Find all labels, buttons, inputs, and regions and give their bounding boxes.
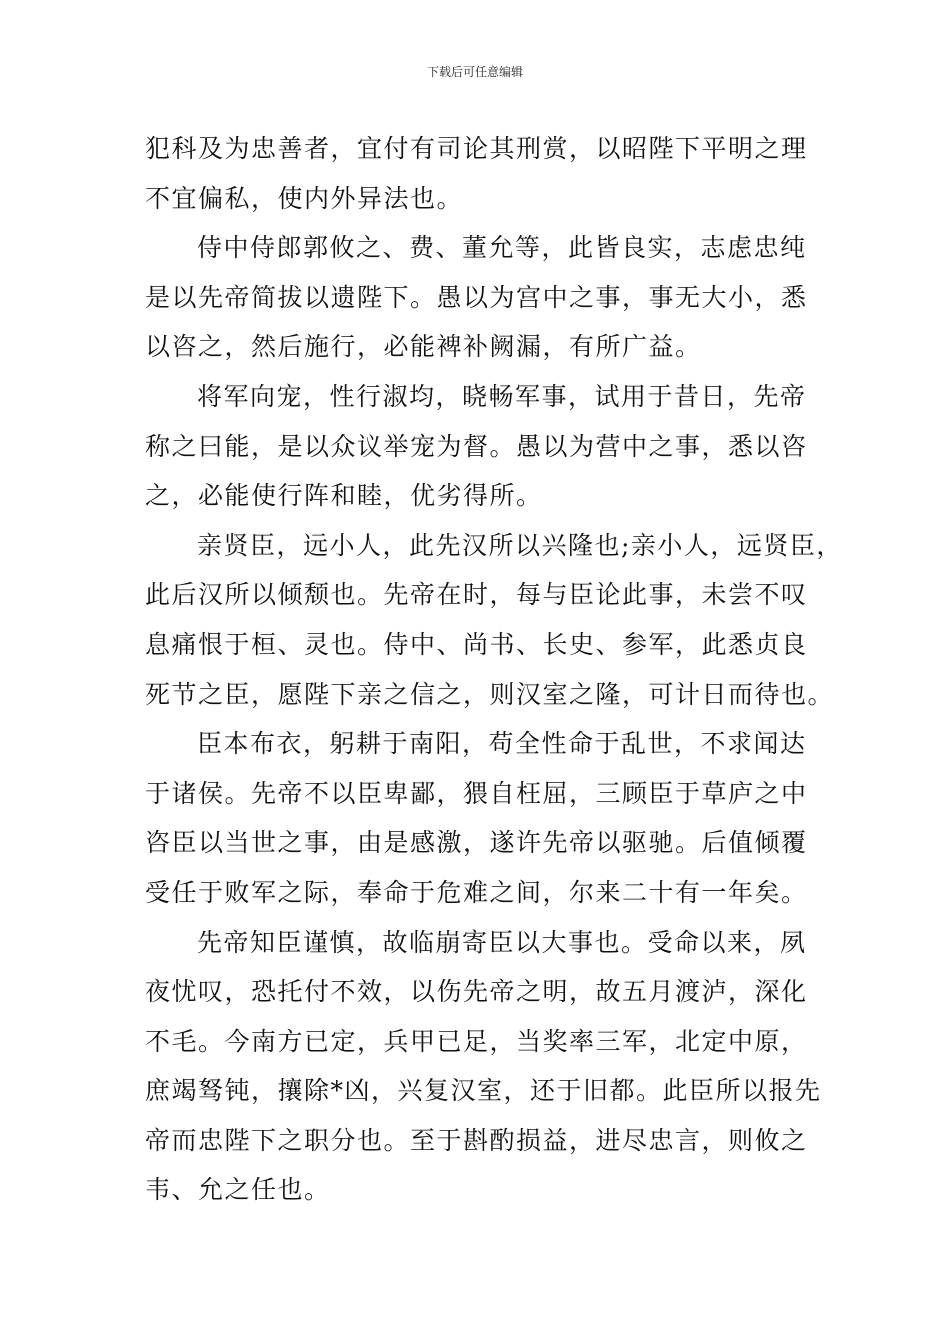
text-line: 之，必能使行阵和睦，优劣得所。: [145, 481, 543, 511]
text-line: 帝而忠陛下之职分也。至于斟酌损益，进尽忠言，则攸之: [145, 1125, 808, 1155]
text-line: 庶竭驽钝，攘除*凶，兴复汉室，还于旧都。此臣所以报先: [145, 1076, 822, 1106]
text-line: 不毛。今南方已定，兵甲已足，当奖率三军，北定中原，: [145, 1026, 808, 1056]
text-line: 先帝知臣谨慎，故临崩寄臣以大事也。受命以来，夙: [197, 927, 807, 957]
text-line: 咨臣以当世之事，由是感激，遂许先帝以驱驰。后值倾覆: [145, 828, 808, 858]
body-text: [145, 124, 843, 1215]
text-line: 死节之臣，愿陛下亲之信之，则汉室之隆，可计日而待也。: [145, 679, 835, 709]
page-header: 下载后可任意编辑: [426, 65, 523, 79]
text-line: 亲贤臣，远小人，此先汉所以兴隆也;亲小人，远贤臣，: [197, 530, 843, 560]
text-line: 受任于败军之际，奉命于危难之间，尔来二十有一年矣。: [145, 877, 808, 907]
text-line: 称之曰能，是以众议举宠为督。愚以为营中之事，悉以咨: [145, 431, 808, 461]
text-line: 此后汉所以倾颓也。先帝在时，每与臣论此事，未尝不叹: [145, 580, 808, 610]
text-line: 夜忧叹，恐托付不效，以伤先帝之明，故五月渡泸，深化: [145, 977, 808, 1007]
text-line: 犯科及为忠善者，宜付有司论其刑赏，以昭陛下平明之理: [145, 134, 808, 163]
text-line: 息痛恨于桓、灵也。侍中、尚书、长史、参军，此悉贞良: [145, 629, 808, 659]
text-line: 不宜偏私，使内外异法也。: [145, 183, 464, 213]
text-line: 是以先帝简拔以遗陛下。愚以为宫中之事，事无大小，悉: [145, 282, 808, 312]
text-line: 侍中侍郎郭攸之、费、董允等，此皆良实，志虑忠纯: [197, 233, 807, 263]
text-line: 韦、允之任也。: [145, 1175, 331, 1205]
text-line: 臣本布衣，躬耕于南阳，苟全性命于乱世，不求闻达: [197, 729, 807, 759]
text-line: 以咨之，然后施行，必能裨补阙漏，有所广益。: [145, 332, 702, 362]
text-line: 于诸侯。先帝不以臣卑鄙，猥自枉屈，三顾臣于草庐之中: [145, 778, 808, 808]
text-line: 将军向宠，性行淑均，晓畅军事，试用于昔日，先帝: [197, 381, 807, 411]
